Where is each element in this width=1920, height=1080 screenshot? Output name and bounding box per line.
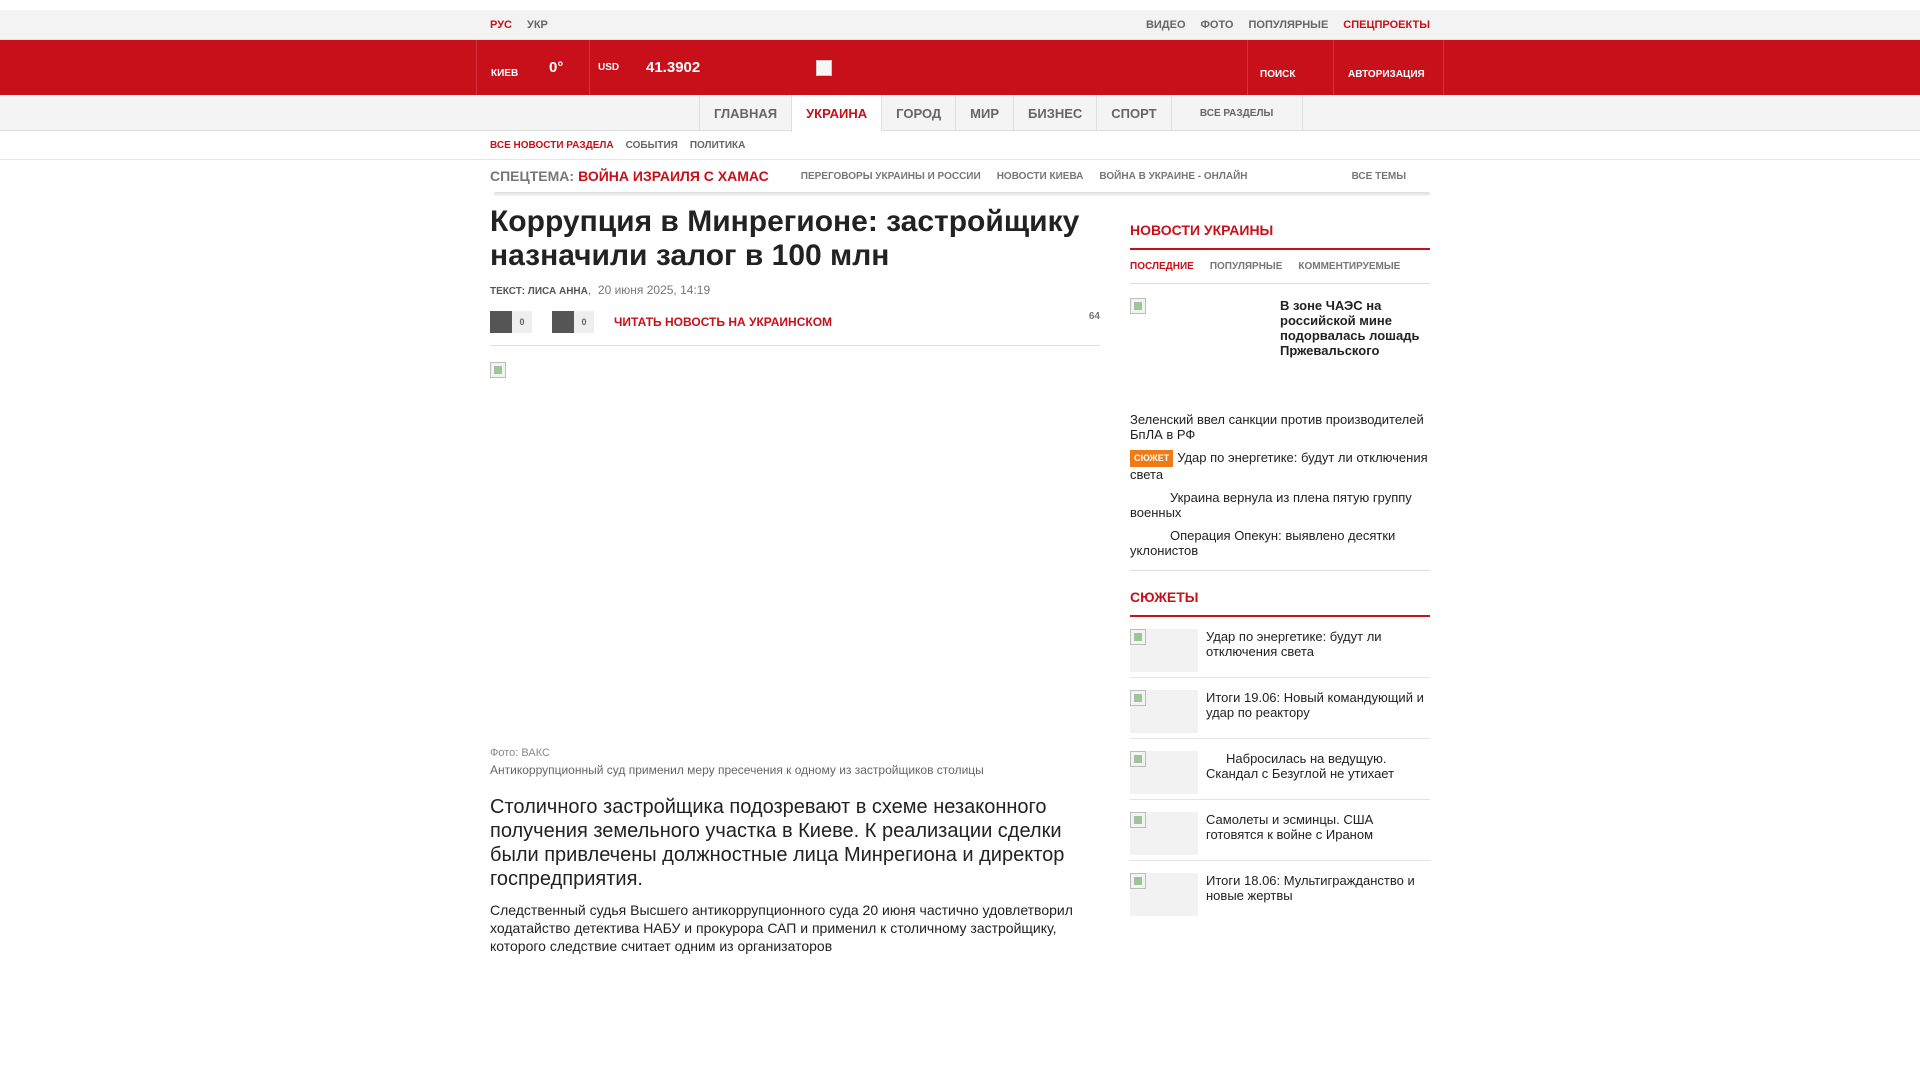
story-title: Итоги 19.06: Новый командующий и удар по реактору	[1206, 690, 1424, 720]
photo-caption: Антикоррупционный суд применил меру пресечения к одному из застройщиков столицы	[490, 763, 984, 777]
currency-label: USD	[598, 62, 620, 73]
story-thumbnail	[1130, 690, 1198, 733]
lang-ukr[interactable]: УКР	[526, 19, 548, 31]
top-links	[1146, 19, 1430, 31]
article	[490, 205, 1100, 955]
article-author[interactable]: ТЕКСТ: ЛИСА АННА	[490, 286, 588, 297]
auth-button[interactable]	[1333, 40, 1444, 95]
news-item[interactable]	[1130, 528, 1430, 558]
story-item[interactable]	[1130, 861, 1430, 922]
sidebar-tabs	[1130, 250, 1430, 284]
article-lead: Столичного застройщика подозревают в схеме незаконного получения земельного участка в Киеве. К реализации сделки были привлечены должностные лица Минрегиона и директор госпредприятия.	[490, 796, 1065, 890]
language-switcher	[490, 19, 548, 31]
broken-image-icon	[1130, 629, 1146, 645]
broken-image-icon	[490, 362, 506, 378]
topic-tag[interactable]: ПЕРЕГОВОРЫ УКРАИНЫ И РОССИИ	[800, 170, 981, 182]
subnav-all-news[interactable]: ВСЕ НОВОСТИ РАЗДЕЛА	[490, 140, 614, 151]
section-subnav	[0, 131, 1920, 160]
top-strip	[0, 10, 1920, 40]
tab-latest[interactable]: ПОСЛЕДНИЕ	[1130, 261, 1194, 272]
story-badge: СЮЖЕТ	[1130, 450, 1173, 467]
link-video[interactable]: ВИДЕО	[1145, 19, 1186, 31]
divider	[494, 192, 1430, 196]
share-icon	[552, 311, 574, 333]
nav-home[interactable]: ГЛАВНАЯ	[699, 95, 791, 131]
all-topics-link[interactable]: ВСЕ ТЕМЫ	[1351, 170, 1406, 182]
search-label: ПОИСК	[1260, 69, 1296, 80]
link-popular[interactable]: ПОПУЛЯРНЫЕ	[1248, 19, 1329, 31]
rate-value: 41.3902	[646, 59, 701, 76]
story-thumbnail	[1130, 812, 1198, 855]
article-title: Коррупция в Минрегионе: застройщику назначили залог в 100 млн	[490, 205, 1080, 272]
nav-sport[interactable]: СПОРТ	[1096, 95, 1170, 131]
nav-city[interactable]: ГОРОД	[881, 95, 955, 131]
story-title-text: Набросилась на ведущую. Скандал с Безуглой не утихает	[1206, 751, 1395, 781]
broken-image-icon	[1130, 751, 1146, 767]
stories-title[interactable]: СЮЖЕТЫ	[1130, 589, 1430, 617]
news-title: Украина вернула из плена пятую группу военных	[1130, 490, 1412, 520]
share-count: 0	[574, 311, 594, 333]
share-button-1[interactable]	[490, 311, 532, 333]
story-title: Итоги 18.06: Мультигражданство и новые жертвы	[1206, 873, 1415, 903]
subnav-politics[interactable]: ПОЛИТИКА	[689, 140, 746, 151]
topic-tag[interactable]: ВОЙНА В УКРАИНЕ - ОНЛАЙН	[1099, 170, 1248, 182]
sidebar	[1130, 222, 1430, 922]
tab-popular[interactable]: ПОПУЛЯРНЫЕ	[1209, 261, 1283, 272]
main-nav-inner	[699, 95, 1303, 131]
share-bar	[490, 311, 1100, 333]
topic-tags	[801, 171, 1248, 182]
share-button-2[interactable]	[552, 311, 594, 333]
subnav-events[interactable]: СОБЫТИЯ	[625, 140, 678, 151]
nav-all-sections[interactable]: ВСЕ РАЗДЕЛЫ	[1171, 95, 1303, 131]
news-title: Зеленский ввел санкции против производителей БпЛА в РФ	[1130, 412, 1424, 442]
top-strip-inner	[490, 10, 1430, 40]
link-specprojects[interactable]: СПЕЦПРОЕКТЫ	[1343, 19, 1430, 31]
story-thumbnail	[1130, 873, 1198, 916]
story-thumbnail	[1130, 629, 1198, 672]
header-bar	[0, 40, 1920, 95]
news-item[interactable]	[1130, 412, 1430, 442]
story-title	[1206, 751, 1426, 781]
article-paragraph: Следственный судья Высшего антикоррупционного суда 20 июня частично удовлетворил ходатайство детектива НАБУ и прокурора САП и применил к столичному застройщику, которого следствие считает одним из организаторов	[490, 902, 1073, 954]
topic-tag[interactable]: НОВОСТИ КИЕВА	[996, 170, 1084, 182]
news-item[interactable]	[1130, 490, 1430, 520]
temp-value: 0°	[549, 59, 564, 76]
broken-image-icon	[1130, 298, 1146, 314]
news-title: Операция Опекун: выявлено десятки уклонистов	[1130, 528, 1396, 558]
weather-city[interactable]	[476, 40, 529, 95]
article-date: 20 июня 2025, 14:19	[597, 283, 711, 297]
link-photo[interactable]: ФОТО	[1200, 19, 1234, 31]
news-title: Удар по энергетике: будут ли отключения света	[1130, 450, 1428, 482]
story-item[interactable]	[1130, 678, 1430, 739]
broken-image-icon	[1130, 873, 1146, 889]
site-logo[interactable]	[816, 60, 832, 76]
share-icon	[490, 311, 512, 333]
photo-credit: Фото: ВАКС	[490, 747, 550, 759]
city-label: КИЕВ	[491, 68, 519, 79]
story-item[interactable]	[1130, 617, 1430, 678]
auth-label: АВТОРИЗАЦИЯ	[1348, 69, 1425, 80]
article-photo	[490, 362, 1100, 747]
share-count: 0	[512, 311, 532, 333]
divider	[1130, 570, 1430, 571]
story-thumbnail	[1130, 751, 1198, 794]
header-inner	[476, 40, 1444, 95]
special-topic-link[interactable]: ВОЙНА ИЗРАИЛЯ С ХАМАС	[578, 168, 769, 184]
article-byline: ТЕКСТ: ЛИСА АННА, 20 июня 2025, 14:19	[490, 283, 711, 297]
story-item[interactable]	[1130, 800, 1430, 861]
read-in-ukrainian-link[interactable]: ЧИТАТЬ НОВОСТЬ НА УКРАИНСКОМ	[614, 315, 833, 329]
search-button[interactable]	[1247, 40, 1333, 95]
nav-world[interactable]: МИР	[955, 95, 1013, 131]
sidebar-news-title[interactable]: НОВОСТИ УКРАИНЫ	[1130, 222, 1430, 250]
special-topic-label: СПЕЦТЕМА:	[490, 168, 575, 184]
broken-image-icon	[1130, 690, 1146, 706]
story-title: Самолеты и эсминцы. США готовятся к войне с Ираном	[1206, 812, 1374, 842]
currency-rate	[634, 40, 714, 95]
top-news-item[interactable]	[1130, 298, 1430, 388]
story-title: Удар по энергетике: будут ли отключения света	[1206, 629, 1382, 659]
news-item[interactable]	[1130, 450, 1430, 482]
tab-commented[interactable]: КОММЕНТИРУЕМЫЕ	[1298, 261, 1401, 272]
top-news-title[interactable]: В зоне ЧАЭС на российской мине подорвалась лошадь Пржевальского	[1280, 298, 1420, 358]
main-nav	[0, 95, 1920, 131]
currency-code[interactable]	[589, 40, 634, 95]
nav-business[interactable]: БИЗНЕС	[1013, 95, 1096, 131]
nav-ukraine[interactable]: УКРАИНА	[791, 95, 881, 132]
story-item[interactable]	[1130, 739, 1430, 800]
divider	[490, 345, 1100, 346]
weather-temp	[529, 40, 589, 95]
special-topics-bar	[490, 160, 1430, 192]
broken-image-icon	[1130, 812, 1146, 828]
views-count: 64	[1088, 311, 1100, 322]
section-subnav-inner	[490, 131, 745, 160]
lang-rus[interactable]: РУС	[490, 19, 512, 31]
news-list	[1130, 412, 1430, 558]
